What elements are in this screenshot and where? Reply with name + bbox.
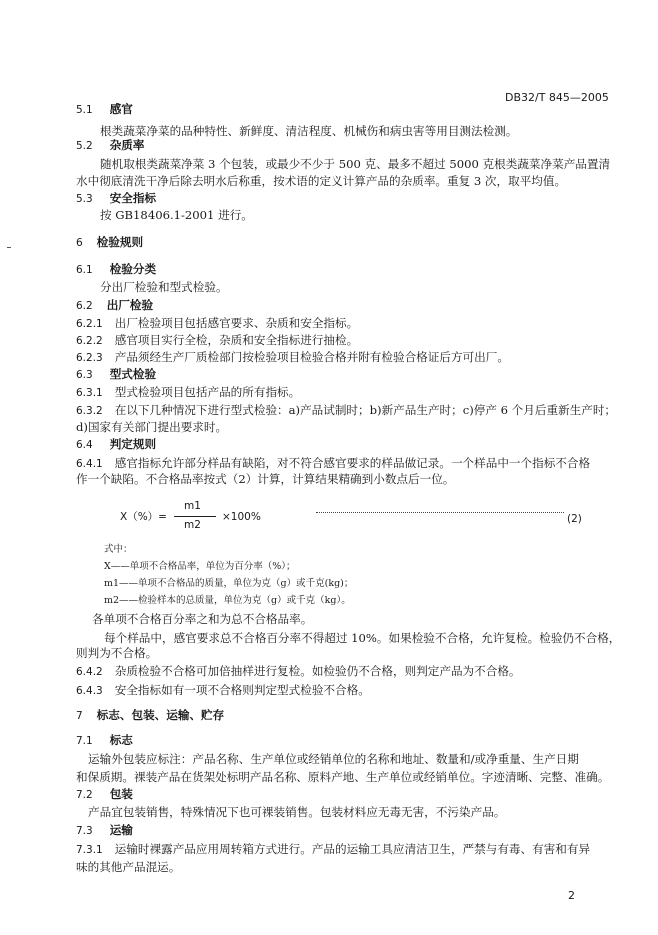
section-6-1-heading xyxy=(76,262,156,277)
clause-text: 出厂检验项目包括感官要求、杂质和安全指标。 xyxy=(114,316,359,330)
where-label: 式中： xyxy=(104,544,133,555)
page-number: 2 xyxy=(568,889,575,902)
chapter-7-heading xyxy=(76,708,224,723)
clause-number: 6.3.1 xyxy=(76,387,103,399)
formula-leader-dots xyxy=(316,512,564,513)
section-number: 7 xyxy=(76,710,83,722)
clause-text: 安全指标如有一项不合格则判定型式检验不合格。 xyxy=(114,683,370,697)
clause-7-3-1 xyxy=(76,842,590,857)
clause-6-2-3 xyxy=(76,350,509,365)
section-title: 标志 xyxy=(109,733,133,747)
clause-6-4-1 xyxy=(76,456,590,471)
section-title: 型式检验 xyxy=(109,367,157,381)
section-number: 7.2 xyxy=(76,789,93,801)
clause-number: 6.2.1 xyxy=(76,318,103,330)
section-number: 6.2 xyxy=(76,300,93,312)
formula-numerator: m1 xyxy=(184,500,201,512)
section-number: 5.2 xyxy=(76,140,93,152)
clause-text: 感官指标允许部分样品有缺陷，对不符合感官要求的样品做记录。一个样品中一个指标不合格 xyxy=(114,456,591,470)
formula-denominator: m2 xyxy=(184,519,201,531)
paragraph-line: 味的其他产品混运。 xyxy=(76,860,181,874)
clause-number: 7.3.1 xyxy=(76,844,103,856)
paragraph-line: d)国家有关部门提出要求时。 xyxy=(76,420,228,434)
section-title: 运输 xyxy=(109,823,133,837)
clause-text: 感官项目实行全检，杂质和安全指标进行抽检。 xyxy=(114,333,359,347)
section-title: 检验分类 xyxy=(109,262,157,276)
paragraph-line: 随机取根类蔬菜净菜 3 个包装，或最少不少于 500 克、最多不超过 5000 克根类蔬菜净菜产品置清 xyxy=(100,157,611,171)
section-title: 包装 xyxy=(109,787,133,801)
paragraph-line: 水中彻底清洗干净后除去明水后称重，按术语的定义计算产品的杂质率。重复 3 次，取平均值。 xyxy=(76,174,567,188)
section-title: 安全指标 xyxy=(109,191,157,205)
where-item-x: X——单项不合格品率，单位为百分率（%）； xyxy=(104,561,296,572)
clause-6-2-2 xyxy=(76,333,358,348)
section-5-1-heading xyxy=(76,102,133,117)
section-7-2-heading xyxy=(76,787,133,802)
clause-text: 型式检验项目包括产品的所有指标。 xyxy=(114,385,301,399)
document-code: DB32/T 845—2005 xyxy=(505,91,609,104)
paragraph-line: 分出厂检验和型式检验。 xyxy=(100,280,228,294)
section-title: 判定规则 xyxy=(109,437,157,451)
where-item-m1: m1——单项不合格品的质量，单位为克（g）或千克(kg)； xyxy=(104,578,354,589)
clause-number: 6.2.3 xyxy=(76,352,103,364)
section-6-2-heading xyxy=(76,298,153,313)
section-number: 7.3 xyxy=(76,825,93,837)
paragraph-line: 运输外包装应标注：产品名称、生产单位或经销单位的名称和地址、数量和/或净重量、生产日期 xyxy=(88,752,579,766)
clause-6-3-2 xyxy=(76,403,616,418)
clause-text: 在以下几种情况下进行型式检验：a)产品试制时；b)新产品生产时；c)停产 6 个月后重新生产时； xyxy=(114,403,617,417)
clause-6-2-1 xyxy=(76,316,358,331)
chapter-6-heading xyxy=(76,235,143,250)
paragraph-line: 按 GB18406.1-2001 进行。 xyxy=(100,208,253,222)
section-number: 6.3 xyxy=(76,369,93,381)
clause-number: 6.2.2 xyxy=(76,335,103,347)
section-title: 感官 xyxy=(109,102,133,116)
formula-factor: ×100% xyxy=(222,511,261,523)
paragraph-line: 和保质期。裸装产品在货架处标明产品名称、原料产地、生产单位或经销单位。字迹清晰、完整、准确。 xyxy=(76,770,610,784)
paragraph-line: 各单项不合格百分率之和为总不合格品率。 xyxy=(92,612,313,626)
formula-reference: (2) xyxy=(567,513,582,525)
paragraph-line: 根类蔬菜净菜的品种特性、新鲜度、清洁程度、机械伤和病虫害等用目测法检测。 xyxy=(100,124,518,138)
clause-number: 6.3.2 xyxy=(76,405,103,417)
paragraph-line: 则判为不合格。 xyxy=(76,646,158,660)
section-number: 7.1 xyxy=(76,735,93,747)
section-number: 5.1 xyxy=(76,104,93,116)
clause-text: 杂质检验不合格可加倍抽样进行复检。如检验仍不合格，则判定产品为不合格。 xyxy=(114,664,521,678)
section-number: 5.3 xyxy=(76,193,93,205)
scan-mark xyxy=(7,247,11,248)
section-5-3-heading xyxy=(76,191,156,206)
section-number: 6.1 xyxy=(76,264,93,276)
clause-number: 6.4.3 xyxy=(76,685,103,697)
section-title: 出厂检验 xyxy=(106,298,154,312)
clause-6-4-2 xyxy=(76,664,521,679)
clause-6-3-1 xyxy=(76,385,300,400)
paragraph-line: 产品宜包装销售，特殊情况下也可裸装销售。包装材料应无毒无害，不污染产品。 xyxy=(88,805,506,819)
clause-number: 6.4.2 xyxy=(76,666,103,678)
section-number: 6.4 xyxy=(76,439,93,451)
section-6-4-heading xyxy=(76,437,156,452)
where-item-m2: m2——检验样本的总质量，单位为克（g）或千克（kg）。 xyxy=(104,595,351,606)
section-title: 杂质率 xyxy=(109,138,145,152)
clause-text: 运输时裸露产品应用周转箱方式进行。产品的运输工具应清洁卫生，严禁与有毒、有害和有异 xyxy=(114,842,591,856)
section-title: 检验规则 xyxy=(96,235,144,249)
section-5-2-heading xyxy=(76,138,145,153)
clause-number: 6.4.1 xyxy=(76,458,103,470)
formula-lhs: X（%）= xyxy=(120,511,167,523)
clause-6-4-3 xyxy=(76,683,370,698)
section-title: 标志、包装、运输、贮存 xyxy=(96,708,225,722)
section-7-1-heading xyxy=(76,733,133,748)
section-number: 6 xyxy=(76,237,83,249)
section-7-3-heading xyxy=(76,823,133,838)
section-6-3-heading xyxy=(76,367,156,382)
paragraph-line: 每个样品中，感官要求总不合格百分率不得超过 10%。如果检验不合格，允许复检。检验仍不合格， xyxy=(104,631,621,645)
clause-text: 产品须经生产厂质检部门按检验项目检验合格并附有检验合格证后方可出厂。 xyxy=(114,350,509,364)
paragraph-line: 作一个缺陷。不合格品率按式（2）计算，计算结果精确到小数点后一位。 xyxy=(76,472,455,486)
fraction-bar xyxy=(174,516,216,517)
